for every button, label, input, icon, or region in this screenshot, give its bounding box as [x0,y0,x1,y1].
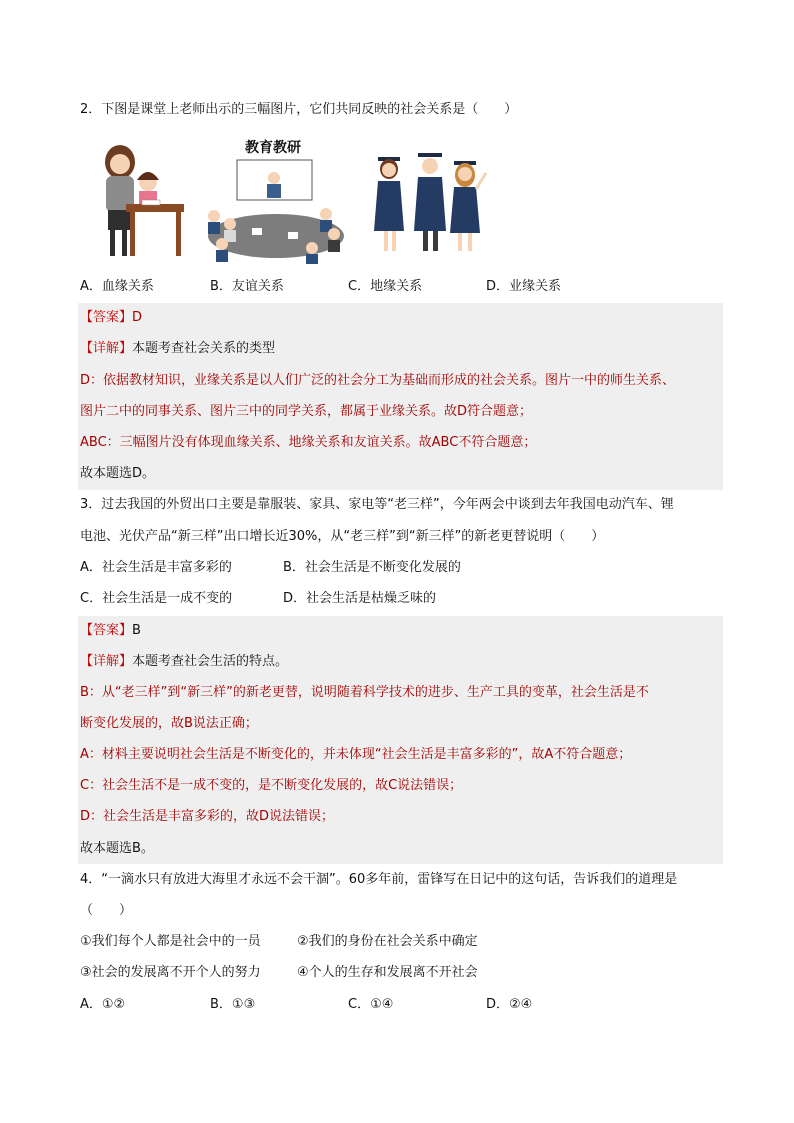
q4-stem-line: （ ） [80,903,133,918]
q3-analysis-line: C：社会生活不是一成不变的，是不断变化发展的，故C说法错误； [80,778,463,793]
q4-statement-4: ④个人的生存和发展离不开社会 [297,965,478,980]
q4-statement-2: ②我们的身份在社会关系中确定 [297,934,478,949]
q3-analysis-line: A：材料主要说明社会生活是不断变化的，并未体现“社会生活是丰富多彩的”，故A不符合题意； [80,747,632,762]
q4-option-c[interactable]: C．①④ [348,997,394,1012]
q2-conclusion: 故本题选D。 [80,466,156,481]
q3-analysis-line: B：从“老三样”到“新三样”的新老更替，说明随着科学技术的进步、生产工具的变革，社会生活是不 [80,685,649,700]
q4-option-d[interactable]: D．②④ [486,997,533,1012]
q4-option-a[interactable]: A．①② [80,997,126,1012]
q2-detail [80,339,275,359]
answer-value: B [132,623,141,638]
detail-tag: 【详解】 [80,654,133,669]
q2-option-d[interactable]: D．业缘关系 [486,279,562,294]
q2-stem: 2．下图是课堂上老师出示的三幅图片，它们共同反映的社会关系是（ ） [80,102,518,117]
q3-stem-line: 3．过去我国的外贸出口主要是靠服装、家具、家电等“老三样”，今年两会中谈到去年我国电动汽车、锂 [80,497,674,512]
answer-tag: 【答案】 [80,623,133,638]
q2-analysis-line: 图片二中的同事关系、图片三中的同学关系，都属于业缘关系。故D符合题意； [80,404,533,419]
q2-answer [80,308,142,328]
q3-option-b[interactable]: B．社会生活是不断变化发展的 [283,560,461,575]
answer-value: D [132,310,143,325]
q3-detail [80,652,288,672]
q3-analysis-line: D：社会生活是丰富多彩的，故D说法错误； [80,809,335,824]
q3-stem-line: 电池、光伏产品“新三样”出口增长近30%，从“老三样”到“新三样”的新老更替说明（ ） [80,529,605,544]
detail-text: 本题考查社会生活的特点。 [132,654,289,669]
q2-answer-panel [78,303,723,490]
illustration-caption: 教育教研 [245,140,301,156]
q3-analysis-line: 断变化发展的，故B说法正确； [80,716,258,731]
q4-statement-1: ①我们每个人都是社会中的一员 [80,934,261,949]
q3-conclusion: 故本题选B。 [80,841,154,856]
q4-statement-3: ③社会的发展离不开个人的努力 [80,965,261,980]
q3-option-c[interactable]: C．社会生活是一成不变的 [80,591,233,606]
q2-analysis-line: D：依据教材知识，业缘关系是以人们广泛的社会分工为基础而形成的社会关系。图片一中的师生关系、 [80,373,676,388]
q3-option-d[interactable]: D．社会生活是枯燥乏味的 [283,591,437,606]
q2-option-a[interactable]: A．血缘关系 [80,279,154,294]
q4-option-b[interactable]: B．①③ [210,997,256,1012]
q2-analysis-line: ABC：三幅图片没有体现血缘关系、地缘关系和友谊关系。故ABC不符合题意； [80,435,537,450]
answer-tag: 【答案】 [80,310,133,325]
detail-text: 本题考查社会关系的类型 [132,341,276,356]
teacher-student-illustration [92,140,187,262]
q2-option-c[interactable]: C．地缘关系 [348,279,423,294]
q2-option-b[interactable]: B．友谊关系 [210,279,284,294]
meeting-illustration [192,158,352,264]
q3-option-a[interactable]: A．社会生活是丰富多彩的 [80,560,232,575]
q4-stem-line: 4．“一滴水只有放进大海里才永远不会干涸”。60多年前，雷锋写在日记中的这句话，告诉我们的道理是 [80,872,678,887]
q3-answer [80,621,141,641]
detail-tag: 【详解】 [80,341,133,356]
graduates-illustration [372,153,492,256]
